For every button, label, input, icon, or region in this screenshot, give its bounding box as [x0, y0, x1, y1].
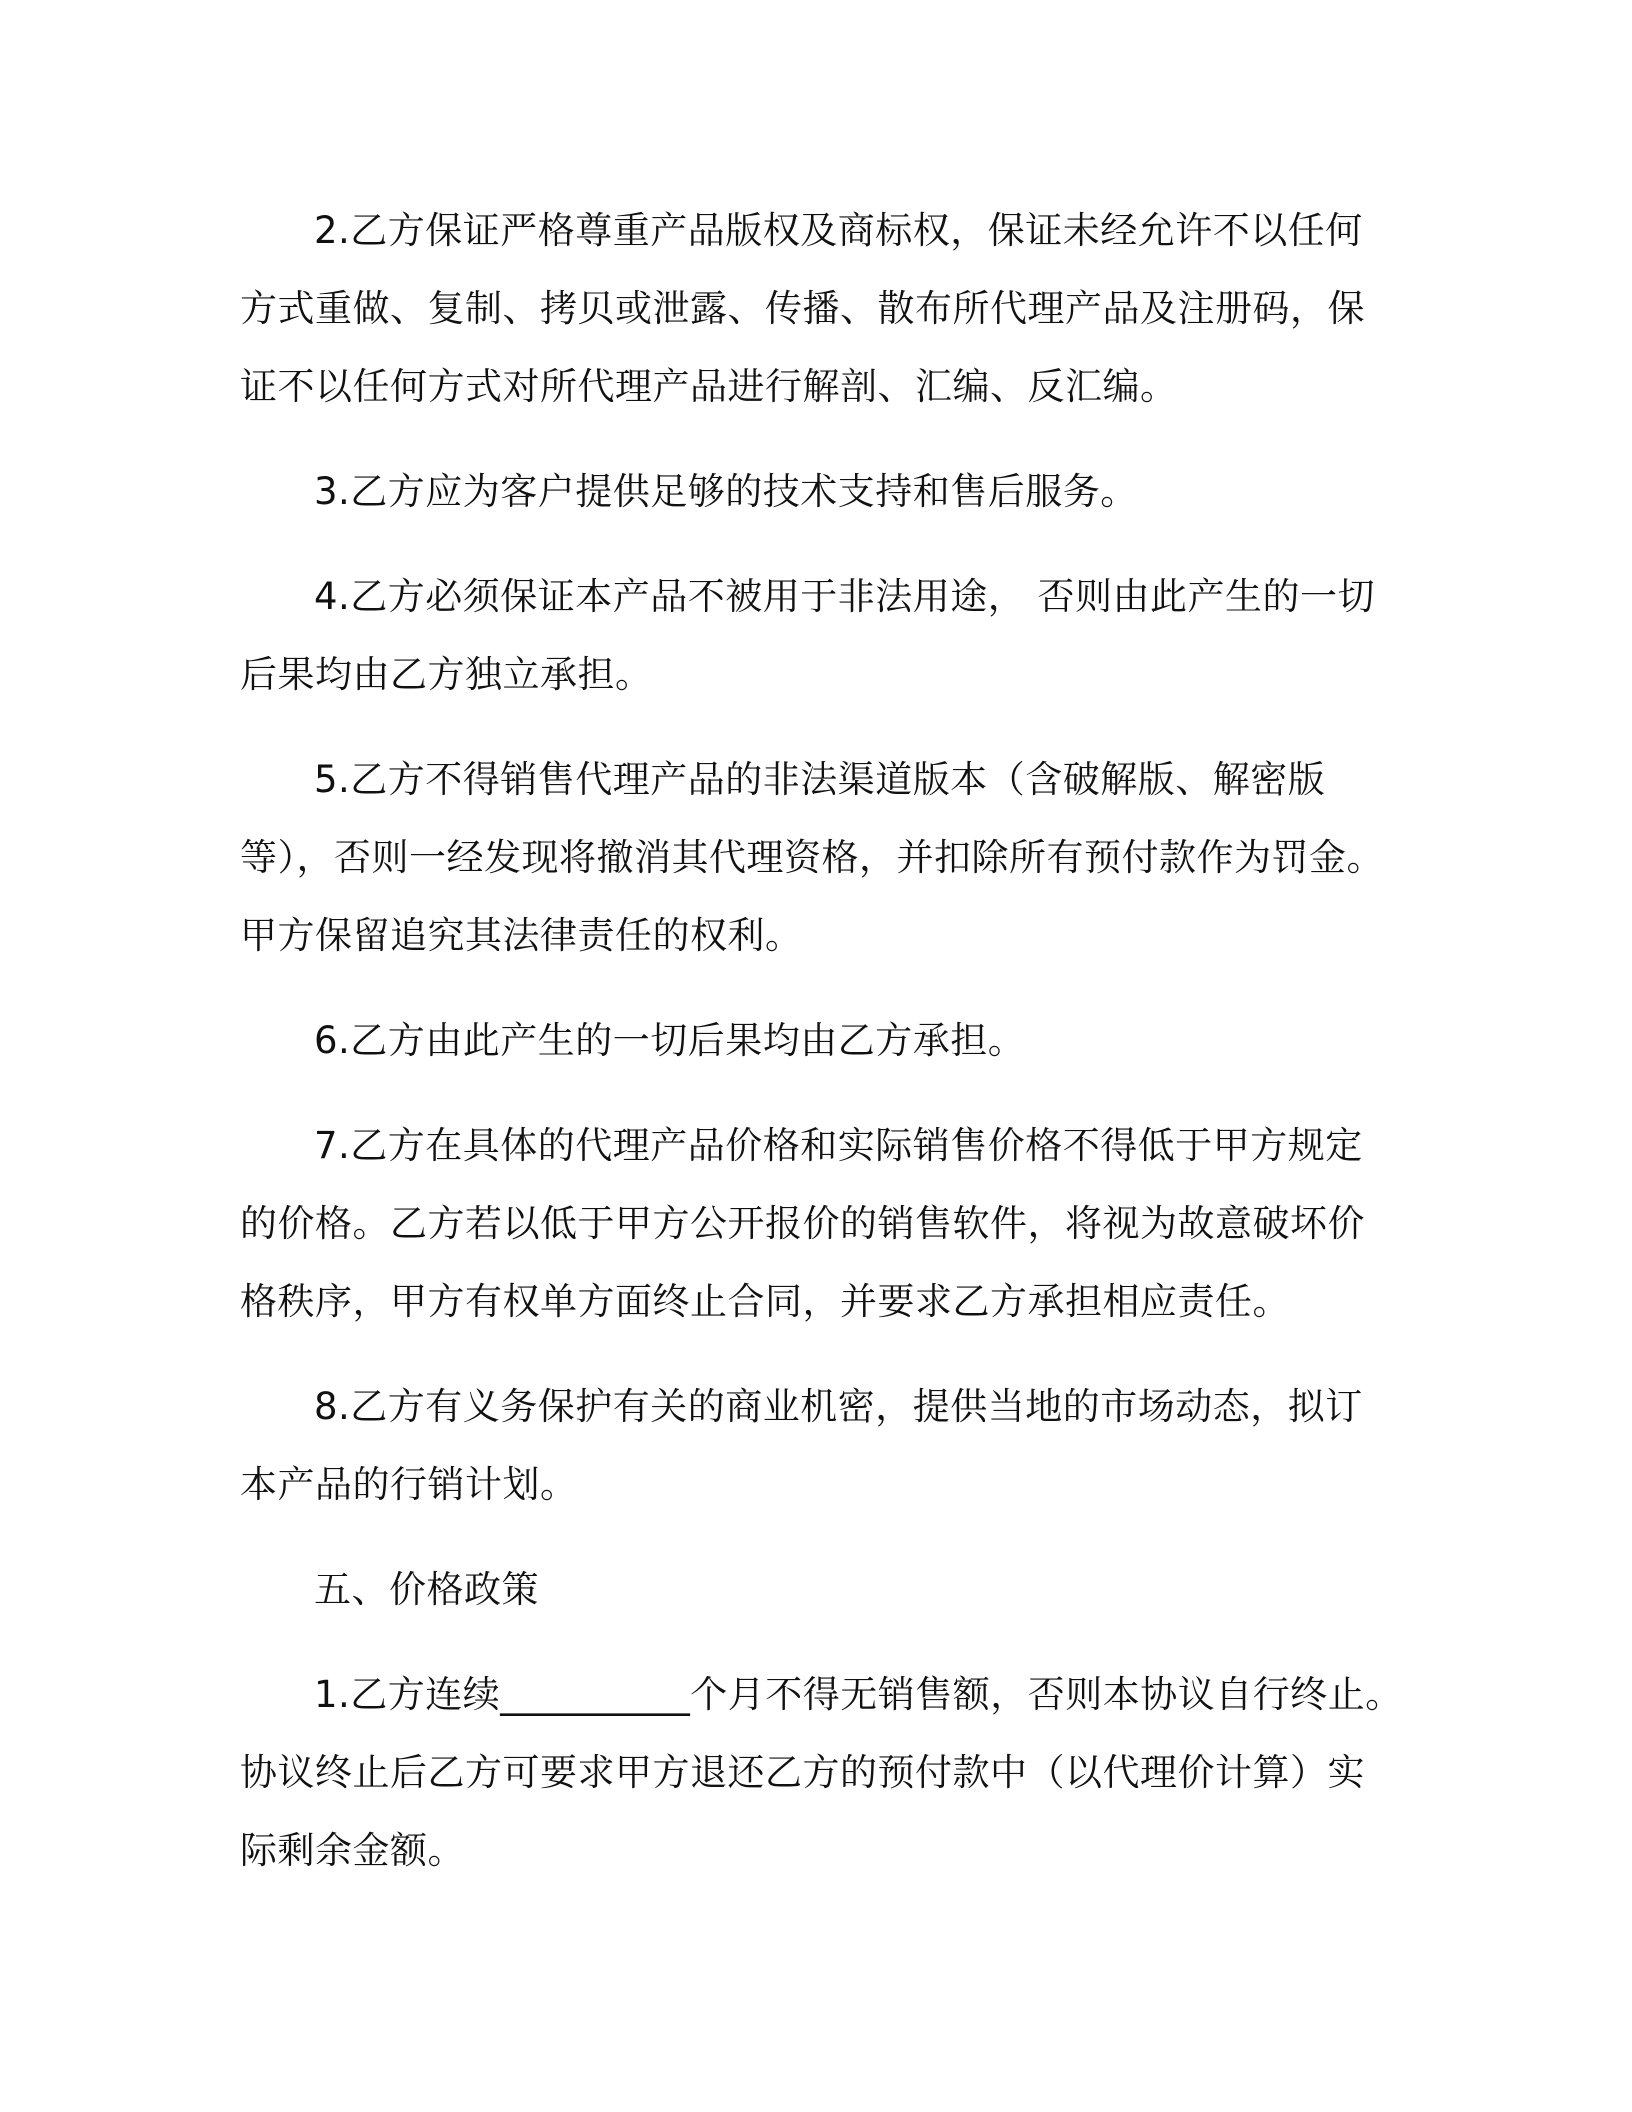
text-line: 6.乙方由此产生的一切后果均由乙方承担。: [314, 1019, 1026, 1062]
clause-4: [240, 558, 1400, 714]
section-heading-price-policy: 五、价格政策: [314, 1568, 539, 1611]
clause-6: [240, 1002, 1400, 1080]
document-body: [240, 192, 1403, 1917]
text-line: 4.乙方必须保证本产品不被用于非法用途， 否则由此产生的一切: [314, 575, 1376, 618]
text-line: 的价格。乙方若以低于甲方公开报价的销售软件，将视为故意破坏价: [240, 1202, 1365, 1245]
text-line: 协议终止后乙方可要求甲方退还乙方的预付款中（以代理价计算）实: [240, 1751, 1365, 1794]
text-line: 2.乙方保证严格尊重产品版权及商标权，保证未经允许不以任何: [314, 209, 1363, 252]
text-line: 际剩余金额。: [240, 1829, 465, 1872]
text-line: 3.乙方应为客户提供足够的技术支持和售后服务。: [314, 470, 1138, 513]
text-line: 后果均由乙方独立承担。: [240, 653, 653, 696]
clause-5: [240, 741, 1400, 975]
text-line: 本产品的行销计划。: [240, 1463, 578, 1506]
text-line: 1.乙方连续__________个月不得无销售额，否则本协议自行终止。: [314, 1673, 1403, 1716]
clause-2: [240, 192, 1400, 426]
clause-7: [240, 1107, 1400, 1341]
clause-3: [240, 453, 1400, 531]
clause-8: [240, 1368, 1400, 1524]
text-line: 证不以任何方式对所代理产品进行解剖、汇编、反汇编。: [240, 365, 1178, 408]
text-line: 甲方保留追究其法律责任的权利。: [240, 914, 803, 957]
text-line: 等），否则一经发现将撤消其代理资格，并扣除所有预付款作为罚金。: [240, 836, 1384, 879]
text-line: 8.乙方有义务保护有关的商业机密，提供当地的市场动态，拟订: [314, 1385, 1363, 1428]
text-line: 7.乙方在具体的代理产品价格和实际销售价格不得低于甲方规定: [314, 1124, 1363, 1167]
text-line: 格秩序，甲方有权单方面终止合同，并要求乙方承担相应责任。: [240, 1280, 1290, 1323]
text-line: 5.乙方不得销售代理产品的非法渠道版本（含破解版、解密版: [314, 758, 1326, 801]
price-clause-1: [240, 1656, 1403, 1890]
text-line: 方式重做、复制、拷贝或泄露、传播、散布所代理产品及注册码，保: [240, 287, 1365, 330]
